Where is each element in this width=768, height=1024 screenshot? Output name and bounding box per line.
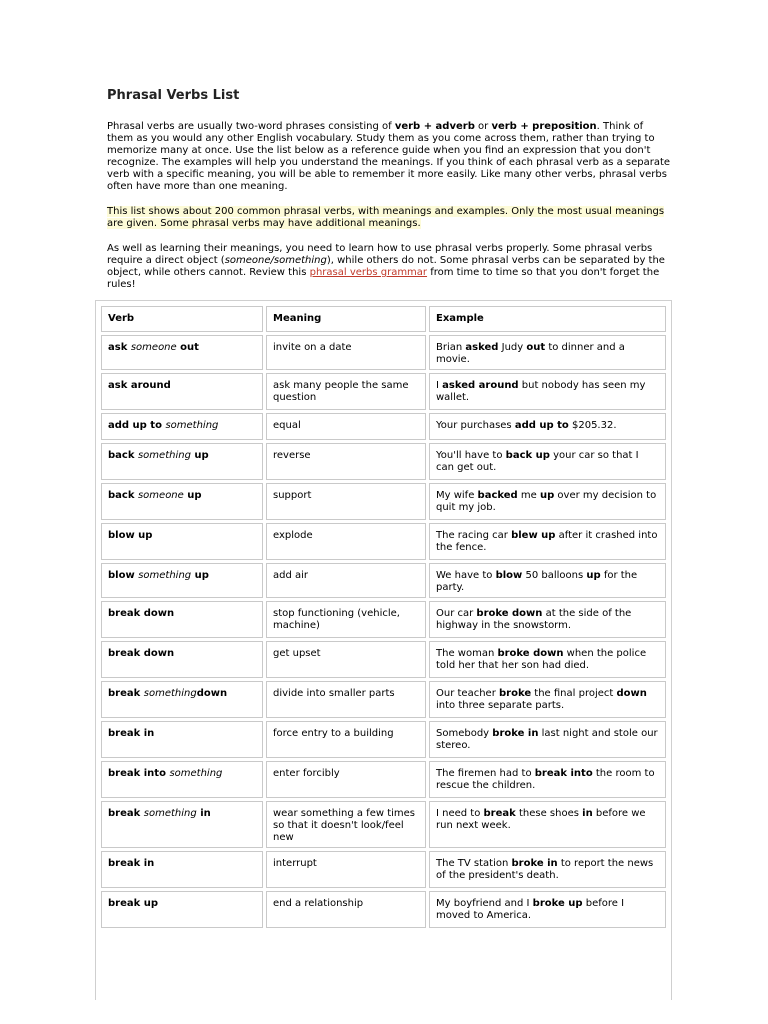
verb-cell (101, 891, 263, 928)
table-body (101, 335, 666, 928)
example-text: Our teacher (436, 688, 499, 699)
example-text: We have to (436, 570, 496, 581)
verb-text: break down (108, 608, 175, 619)
meaning-cell: ask many people the same question (266, 373, 426, 410)
verb-cell (101, 563, 263, 598)
example-phrasal-verb: break into (534, 768, 593, 779)
example-phrasal-verb: broke down (476, 608, 543, 619)
example-cell (429, 335, 666, 370)
example-phrasal-verb: blew up (511, 530, 556, 541)
example-text: for the party. (436, 570, 638, 593)
example-cell (429, 523, 666, 560)
example-text: over my decision to quit my job. (436, 490, 657, 513)
verb-cell (101, 443, 263, 480)
intro-italic-object: someone/something (224, 255, 327, 266)
verb-text: out (176, 342, 199, 353)
verb-text: ask around (108, 380, 171, 391)
verb-text: up (191, 570, 209, 581)
example-cell (429, 563, 666, 598)
example-text: after it crashed into the fence. (436, 530, 658, 553)
verb-cell (101, 641, 263, 678)
example-text: but nobody has seen my wallet. (436, 380, 646, 403)
verb-cell (101, 601, 263, 638)
meaning-cell: reverse (266, 443, 426, 480)
example-cell (429, 641, 666, 678)
example-phrasal-verb: break (483, 808, 516, 819)
intro-text: . Think of them as you would any other English vocabulary. Study them as you come across them, rather than trying to memorize many at once. Use the list below as a reference guide when you find an expression that you don't recognize. The examples will help you understand the meanings. If you think of each phrasal verb as a separate verb with a specific meaning, you will be able to remember it more easily. Like many other verbs, phrasal verbs often have more than one meaning. (107, 121, 671, 192)
intro-text: As well as learning their meanings, you need to learn how to use phrasal verbs properly. Some phrasal verbs require a direct object ( (107, 243, 653, 266)
table-row (101, 681, 666, 718)
example-text: I need to (436, 808, 484, 819)
verb-object-placeholder: something (137, 450, 191, 461)
intro-paragraph-1 (107, 121, 672, 193)
verb-text: blow up (108, 530, 153, 541)
example-text: Our car (436, 608, 477, 619)
table-row (101, 801, 666, 848)
example-phrasal-verb: asked around (442, 380, 519, 391)
example-phrasal-verb: asked (465, 342, 499, 353)
verb-cell (101, 801, 263, 848)
meaning-cell: stop functioning (vehicle, machine) (266, 601, 426, 638)
example-text: when the police told her that her son had died. (436, 648, 647, 671)
verb-text: back (108, 490, 138, 501)
table-header-row (101, 306, 666, 332)
example-phrasal-verb: broke (498, 688, 532, 699)
verb-cell (101, 335, 263, 370)
example-text: into three separate parts. (436, 700, 565, 711)
example-cell (429, 891, 666, 928)
header-meaning: Meaning (266, 306, 426, 332)
meaning-cell: enter forcibly (266, 761, 426, 798)
verb-text: break (108, 808, 144, 819)
example-phrasal-verb: backed (477, 490, 518, 501)
intro-bold-verb-adverb: verb + adverb (394, 121, 475, 132)
grammar-link[interactable]: phrasal verbs grammar (309, 267, 428, 278)
meaning-cell: divide into smaller parts (266, 681, 426, 718)
example-phrasal-verb: broke down (497, 648, 564, 659)
meaning-cell: interrupt (266, 851, 426, 888)
example-cell (429, 721, 666, 758)
example-text: to report the news of the president's death. (436, 858, 654, 881)
verb-text: break (108, 688, 144, 699)
meaning-cell: end a relationship (266, 891, 426, 928)
example-text: The TV station (436, 858, 512, 869)
example-phrasal-verb: back up (505, 450, 550, 461)
example-text: You'll have to (436, 450, 506, 461)
example-phrasal-verb: down (616, 688, 647, 699)
example-cell (429, 601, 666, 638)
meaning-cell: add air (266, 563, 426, 598)
phrasal-verbs-table (98, 303, 669, 931)
table-row (101, 601, 666, 638)
verb-text: down (196, 688, 228, 699)
example-phrasal-verb: broke in (511, 858, 558, 869)
verb-cell (101, 851, 263, 888)
table-row (101, 413, 666, 440)
table-row (101, 373, 666, 410)
verb-object-placeholder: something (143, 688, 197, 699)
example-text: The racing car (436, 530, 512, 541)
example-text: before we run next week. (436, 808, 646, 831)
example-text: to dinner and a movie. (436, 342, 625, 365)
table-row (101, 335, 666, 370)
example-text: your car so that I can get out. (436, 450, 639, 473)
table-row (101, 891, 666, 928)
table-row (101, 443, 666, 480)
verb-object-placeholder: someone (137, 490, 184, 501)
verb-cell (101, 761, 263, 798)
verb-object-placeholder: something (138, 570, 192, 581)
example-text: the final project (531, 688, 617, 699)
verb-text: break into (108, 768, 170, 779)
meaning-cell: support (266, 483, 426, 520)
example-phrasal-verb: out (526, 342, 546, 353)
example-phrasal-verb: blow (495, 570, 523, 581)
verb-cell (101, 413, 263, 440)
table-row (101, 721, 666, 758)
table-row (101, 641, 666, 678)
document-body (107, 88, 672, 304)
example-phrasal-verb: broke up (532, 898, 583, 909)
intro-text: or (474, 121, 492, 132)
intro-text: Phrasal verbs are usually two-word phrases consisting of (107, 121, 395, 132)
table-row (101, 563, 666, 598)
verb-text: ask (108, 342, 131, 353)
example-cell (429, 483, 666, 520)
verb-text: break up (108, 898, 159, 909)
example-cell (429, 373, 666, 410)
header-verb: Verb (101, 306, 263, 332)
example-text: My wife (436, 490, 478, 501)
example-text: Your purchases (436, 420, 515, 431)
phrasal-verbs-table-container (95, 300, 672, 1000)
example-phrasal-verb: add up to (514, 420, 569, 431)
highlighted-text: This list shows about 200 common phrasal verbs, with meanings and examples. Only the most usual meanings are given. Some phrasal verbs may have additional meanings. (107, 206, 665, 229)
example-text: me (517, 490, 540, 501)
example-text: I (436, 380, 443, 391)
table-row (101, 851, 666, 888)
verb-text: up (183, 490, 202, 501)
example-text: The woman (436, 648, 498, 659)
verb-object-placeholder: something (165, 420, 219, 431)
example-text: Somebody (436, 728, 493, 739)
verb-text: back (108, 450, 138, 461)
verb-cell (101, 523, 263, 560)
example-cell (429, 681, 666, 718)
meaning-cell: get upset (266, 641, 426, 678)
verb-cell (101, 681, 263, 718)
verb-text: add up to (108, 420, 166, 431)
verb-text: blow (108, 570, 139, 581)
example-cell (429, 443, 666, 480)
example-text: The firemen had to (436, 768, 535, 779)
example-text: at the side of the highway in the snowstorm. (436, 608, 632, 631)
intro-text: from time to time so that you don't forget the rules! (107, 267, 660, 290)
table-row (101, 483, 666, 520)
example-phrasal-verb: up (586, 570, 601, 581)
meaning-cell: wear something a few times so that it doesn't look/feel new (266, 801, 426, 848)
example-text: My boyfriend and I (436, 898, 533, 909)
meaning-cell: invite on a date (266, 335, 426, 370)
page-title: Phrasal Verbs List (107, 88, 240, 103)
example-cell (429, 761, 666, 798)
verb-cell (101, 373, 263, 410)
example-text: last night and stole our stereo. (436, 728, 658, 751)
intro-bold-verb-preposition: verb + preposition (491, 121, 597, 132)
verb-text: in (196, 808, 211, 819)
header-example: Example (429, 306, 666, 332)
verb-text: break down (108, 648, 175, 659)
example-text: $205.32. (568, 420, 617, 431)
example-text: before I moved to America. (436, 898, 625, 921)
verb-text: break in (108, 858, 155, 869)
table-row (101, 761, 666, 798)
example-cell (429, 851, 666, 888)
example-text: these shoes (515, 808, 583, 819)
meaning-cell: explode (266, 523, 426, 560)
example-text: Judy (498, 342, 527, 353)
verb-object-placeholder: someone (130, 342, 177, 353)
example-text: the room to rescue the children. (436, 768, 655, 791)
example-text: 50 balloons (522, 570, 587, 581)
intro-paragraph-3 (107, 243, 672, 291)
example-phrasal-verb: in (582, 808, 593, 819)
table-row (101, 523, 666, 560)
verb-cell (101, 483, 263, 520)
example-cell (429, 801, 666, 848)
example-phrasal-verb: broke in (492, 728, 539, 739)
verb-text: break in (108, 728, 155, 739)
example-phrasal-verb: up (539, 490, 555, 501)
verb-object-placeholder: something (169, 768, 223, 779)
example-text: Brian (436, 342, 466, 353)
verb-text: up (190, 450, 209, 461)
intro-text: ), while others do not. Some phrasal verbs can be separated by the object, while others cannot. Review this (107, 255, 665, 278)
intro-paragraph-2 (107, 206, 672, 230)
verb-cell (101, 721, 263, 758)
meaning-cell: equal (266, 413, 426, 440)
verb-object-placeholder: something (143, 808, 197, 819)
example-cell (429, 413, 666, 440)
meaning-cell: force entry to a building (266, 721, 426, 758)
